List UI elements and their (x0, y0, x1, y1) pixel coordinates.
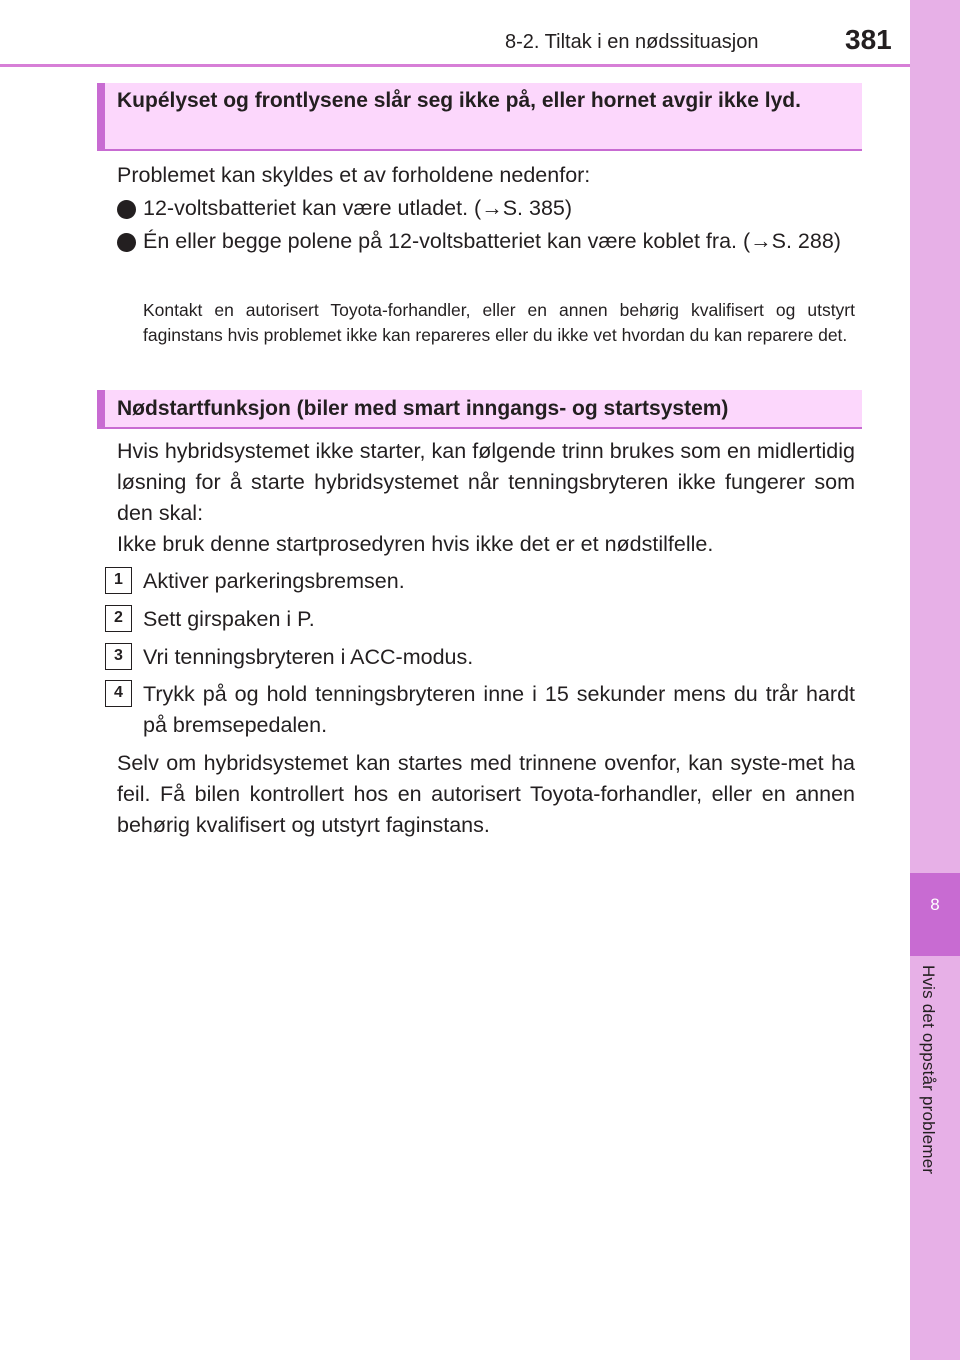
page-number: 381 (845, 24, 892, 55)
step-text: Aktiver parkeringsbremsen. (143, 569, 405, 593)
chapter-title: Hvis det oppstår problemer (919, 965, 938, 1175)
chapter-number: 8 (930, 895, 940, 914)
section2-intro: Hvis hybridsystemet ikke starter, kan følgende trinn brukes som en midlertidig løsning for å starte hybridsystemet når tenningsbryteren ikke fungerer som den skal: (117, 439, 855, 525)
bullet-icon (117, 200, 137, 220)
section-heading-lights: Kupélyset og frontlysene slår seg ikke på, eller hornet avgir ikke lyd. (97, 83, 862, 151)
bullet-item: Én eller begge polene på 12-voltsbatteriet kan være koblet fra. (→S. 288) (143, 229, 841, 253)
step-text: Trykk på og hold tenningsbryteren inne i 15 sekunder mens du trår hardt på bremsepedalen. (143, 682, 855, 737)
section1-note: Kontakt en autorisert Toyota-forhandler, eller en annen behørig kvalifisert og utstyrt faginstans hvis problemet ikke kan repareres eller du ikke vet hvordan du kan reparere det. (143, 300, 855, 345)
bullet-item: 12-voltsbatteriet kan være utladet. (→S. 385) (143, 196, 573, 220)
section2-warning: Ikke bruk denne startprosedyren hvis ikke det er et nødstilfelle. (117, 532, 714, 556)
bullet-icon (117, 233, 137, 253)
step-number: 3 (105, 643, 132, 670)
step-text: Sett girspaken i P. (143, 607, 315, 631)
section-heading-emergency-start: Nødstartfunksjon (biler med smart inngangs- og startsystem) (97, 390, 862, 429)
step-number: 4 (105, 680, 132, 707)
step-number: 2 (105, 605, 132, 632)
step-number: 1 (105, 567, 132, 594)
running-header-section: 8-2. Tiltak i en nødssituasjon (505, 31, 759, 53)
step-text: Vri tenningsbryteren i ACC-modus. (143, 645, 474, 669)
section1-intro: Problemet kan skyldes et av forholdene nedenfor: (117, 163, 591, 187)
header-rule (0, 64, 910, 67)
section2-outro: Selv om hybridsystemet kan startes med trinnene ovenfor, kan syste-met ha feil. Få bilen kontrollert hos en autorisert Toyota-forhandler, eller en annen behørig kvalifisert og utstyrt faginstans. (117, 751, 855, 837)
